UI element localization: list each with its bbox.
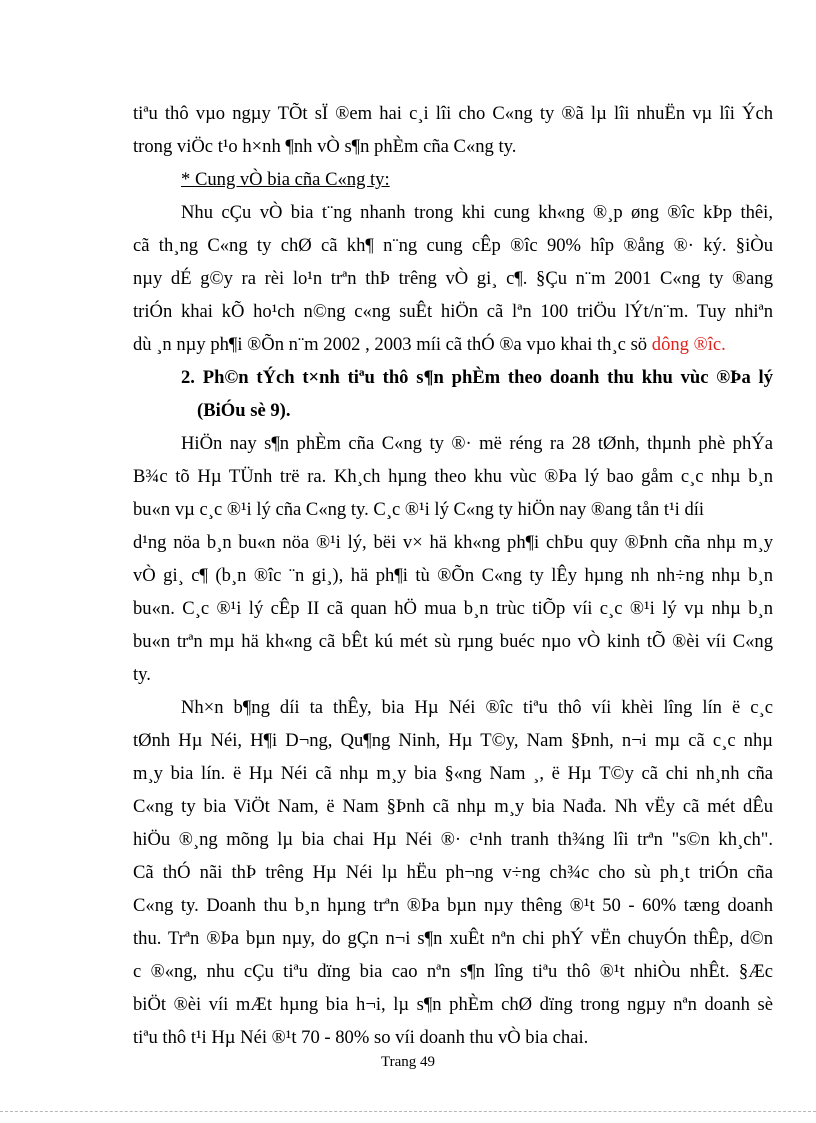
text-line: tiªu thô vµo ngµy TÕt sÏ ®em hai c¸i lîi cho C«ng ty ®ã lµ lîi nhuËn vµ lîi Ých	[133, 103, 773, 124]
text-line: vÒ gi¸ c¶ (b¸n ®îc ¨n gi¸), hä ph¶i tù ®Õn C«ng ty lÊy hµng nh nh÷ng nhµ b¸n	[133, 565, 773, 586]
text-line: Nh×n b¶ng díi ta thÊy, bia Hµ Néi ®îc tiªu thô víi khèi lîng lín ë c¸c	[181, 697, 773, 718]
text-line: triÓn khai kÕ ho¹ch n©ng c«ng suÊt hiÖn cã lªn 100 triÖu lÝt/n¨m. Tuy nhiªn	[133, 301, 773, 322]
text-line: C«ng ty bia ViÖt Nam, ë Nam §Þnh cã nhµ m¸y bia Nađa. Nh vËy cã mét dÊu	[133, 796, 773, 817]
text-line: bu«n trªn mµ hä kh«ng cã bÊt kú mét sù rµng buéc nµo vÒ kinh tÕ ®èi víi C«ng	[133, 631, 773, 652]
heading-line: 2. Ph©n tÝch t×nh tiªu thô s¶n phÈm theo doanh thu khu vùc ®Þa lý	[181, 367, 773, 388]
text-line: d¹ng nöa b¸n bu«n nöa ®¹i lý, bëi v× hä kh«ng ph¶i chÞu quy ®Þnh cña nhµ m¸y	[133, 532, 773, 553]
text-line: tØnh Hµ Néi, H¶i D¬ng, Qu¶ng Ninh, Hµ T©y, Nam §Þnh, n¬i mµ cã c¸c nhµ	[133, 730, 773, 751]
heading-line: (BiÓu sè 9).	[197, 400, 291, 421]
page-number: Trang 49	[380, 1054, 436, 1070]
highlighted-text: dông ®îc.	[651, 334, 726, 355]
text-line: HiÖn nay s¶n phÈm cña C«ng ty ®· më réng ra 28 tØnh, thµnh phè phÝa	[181, 433, 773, 454]
text-line: B¾c tõ Hµ TÜnh trë ra. Kh¸ch hµng theo khu vùc ®Þa lý bao gåm c¸c nhµ b¸n	[133, 466, 773, 487]
text-line: ty.	[133, 664, 151, 685]
text-line: dù ¸n nµy ph¶i ®Õn n¨m 2002 , 2003 míi cã thÓ ®a vµo khai th¸c sö	[133, 334, 652, 355]
text-line: c ®«ng, nhu cÇu tiªu dïng bia cao nªn s¶n lîng tiªu thô ®¹t nhiÒu nhÊt. §Æc	[133, 961, 773, 982]
text-line: cã th¸ng C«ng ty chØ cã kh¶ n¨ng cung cÊp ®îc 90% hîp ®ång ®· ký. §iÒu	[133, 235, 773, 256]
text-line: Cã thÓ nãi thÞ trêng Hµ Néi lµ hËu ph¬ng v÷ng ch¾c cho sù ph¸t triÓn cña	[133, 862, 773, 883]
supply-subheading	[133, 163, 773, 196]
paragraph-2	[133, 196, 773, 361]
text-line: biÖt ®èi víi mÆt hµng bia h¬i, lµ s¶n phÈm chØ dïng trong ngµy nªn doanh sè	[133, 994, 773, 1015]
page-bottom-divider	[0, 1111, 816, 1112]
text-line: Nhu cÇu vÒ bia t¨ng nhanh trong khi cung kh«ng ®¸p øng ®îc kÞp thêi,	[181, 202, 773, 223]
paragraph-3	[133, 427, 773, 691]
text-line: bu«n. C¸c ®¹i lý cÊp II cã quan hÖ mua b¸n trùc tiÕp víi c¸c ®¹i lý vµ nhµ b¸n	[133, 598, 773, 619]
text-line: trong viÖc t¹o h×nh ¶nh vÒ s¶n phÈm cña C«ng ty.	[133, 136, 517, 157]
subheading-text: * Cung vÒ bia cña C«ng ty:	[181, 169, 390, 190]
text-line: m¸y bia lín. ë Hµ Néi cã nhµ m¸y bia §«ng Nam ¸, ë Hµ T©y cã chi nh¸nh cña	[133, 763, 773, 784]
section-heading	[133, 361, 773, 427]
text-line: nµy dÉ g©y ra rèi lo¹n trªn thÞ trêng vÒ gi¸ c¶. §Çu n¨m 2001 C«ng ty ®ang	[133, 268, 773, 289]
text-line: hiÖu ®¸ng mõng lµ bia chai Hµ Néi ®· c¹nh tranh th¾ng lîi trªn "s©n kh¸ch".	[133, 829, 773, 850]
text-line: thu. Trªn ®Þa bµn nµy, do gÇn n¬i s¶n xuÊt nªn chi phÝ vËn chuyÓn thÊp, d©n	[133, 928, 773, 949]
text-line: tiªu thô t¹i Hµ Néi ®¹t 70 - 80% so víi doanh thu vÒ bia chai.	[133, 1027, 589, 1048]
paragraph-1	[133, 97, 773, 163]
text-line: C«ng ty. Doanh thu b¸n hµng trªn ®Þa bµn nµy thêng ®¹t 50 - 60% tæng doanh	[133, 895, 773, 916]
paragraph-4	[133, 691, 773, 1054]
text-line: bu«n vµ c¸c ®¹i lý cña C«ng ty. C¸c ®¹i lý C«ng ty hiÖn nay ®ang tån t¹i díi	[133, 499, 705, 520]
